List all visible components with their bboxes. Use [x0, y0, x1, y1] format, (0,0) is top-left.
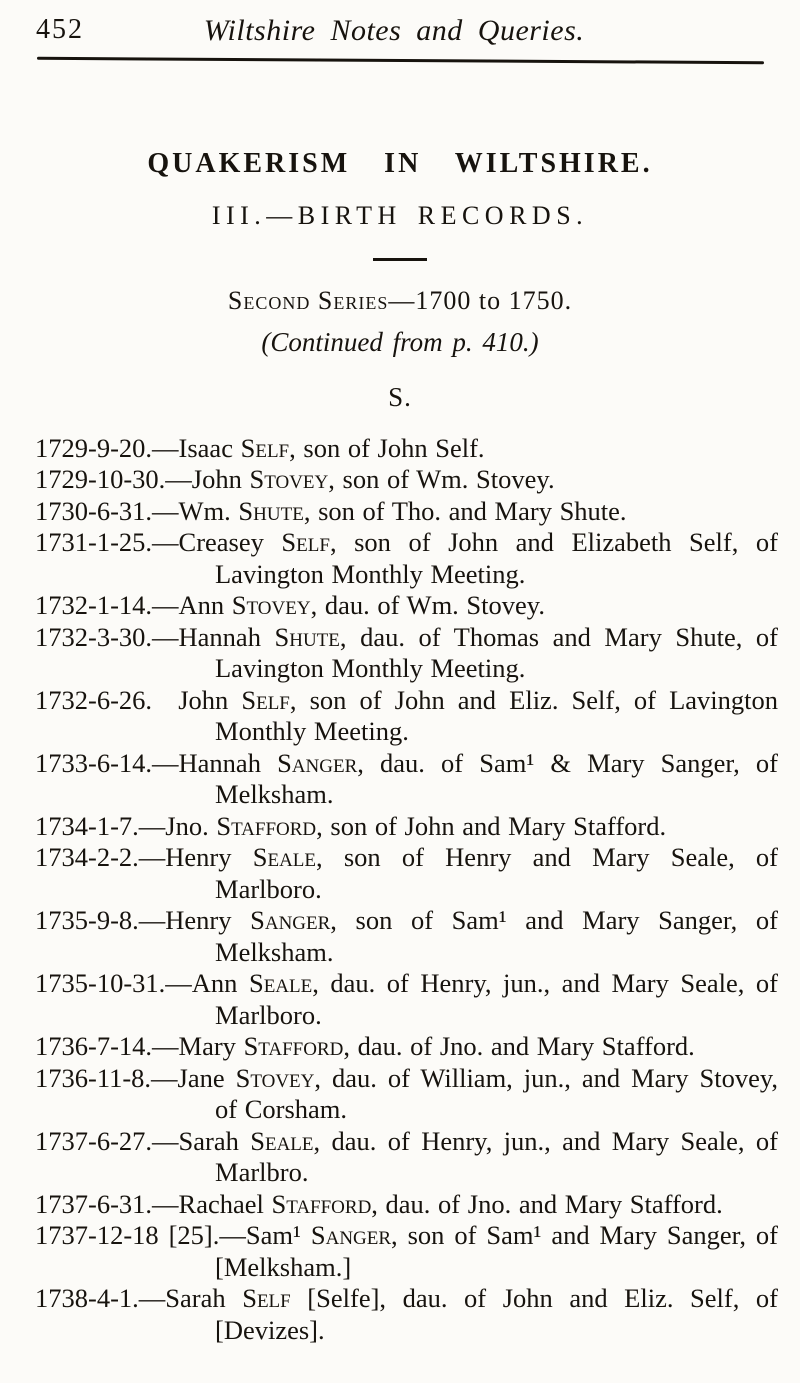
article-title: QUAKERISM IN WILTSHIRE.	[147, 148, 653, 179]
record-surname: Sanger	[250, 905, 331, 935]
record-separator: —	[152, 747, 179, 778]
record-separator: —	[138, 1283, 166, 1313]
records-list	[0, 433, 800, 1347]
record-entry	[35, 622, 778, 685]
record-separator: —	[152, 495, 179, 526]
record-entry	[35, 464, 778, 496]
record-given-name: Rachael	[178, 1188, 272, 1219]
record-separator: —	[152, 590, 179, 620]
record-surname: Seale	[250, 1125, 314, 1156]
record-given-name: Henry	[165, 842, 253, 872]
record-date: 1736-11-8.	[35, 1062, 152, 1093]
record-entry	[35, 1220, 778, 1283]
record-entry	[35, 1063, 778, 1126]
record-date: 1732-6-26.	[35, 684, 153, 715]
record-details: , dau. of Thomas and Mary Shute, of Lavington Monthly Meeting.	[215, 621, 778, 683]
record-separator: —	[152, 432, 179, 463]
record-surname: Sanger	[310, 1220, 392, 1250]
continued-note: (Continued from p. 410.)	[261, 326, 539, 357]
record-separator: —	[165, 968, 192, 998]
record-entry	[35, 1283, 778, 1346]
record-surname: Self	[242, 1283, 291, 1313]
divider-rule	[373, 258, 427, 261]
record-separator: —	[151, 1062, 178, 1093]
record-separator: —	[152, 621, 179, 652]
record-details: , dau. of Henry, jun., and Mary Seale, of Marlboro.	[215, 968, 779, 1030]
record-given-name: Sam¹	[245, 1220, 311, 1250]
record-details: , son of John and Eliz. Self, of Lavington Monthly Meeting.	[215, 684, 778, 746]
record-entry	[35, 590, 778, 622]
record-given-name: John	[178, 684, 242, 715]
record-details: , son of Sam¹ and Mary Sanger, of Melksham.	[215, 905, 778, 967]
record-details: , dau. of Henry, jun., and Mary Seale, of Marlbro.	[215, 1125, 778, 1187]
record-entry	[35, 748, 778, 811]
record-given-name: Jno.	[165, 810, 217, 841]
record-given-name: Ann	[178, 590, 232, 620]
record-entry	[35, 811, 778, 843]
article-subtitle: III.—BIRTH RECORDS.	[211, 201, 589, 230]
record-given-name: Jane	[177, 1062, 236, 1093]
record-date: 1737-6-27.	[35, 1125, 153, 1156]
record-surname: Shute	[238, 495, 304, 526]
record-surname: Stafford	[271, 1188, 372, 1219]
record-surname: Shute	[274, 621, 340, 652]
record-date: 1733-6-14.	[35, 747, 153, 778]
record-date: 1735-9-8.	[35, 905, 139, 935]
record-given-name: Hannah	[178, 747, 278, 778]
record-date: 1734-2-2.	[35, 842, 139, 872]
record-details: , son of John Self.	[289, 432, 485, 463]
page-number: 452	[36, 14, 84, 45]
running-title: Wiltshire Notes and Queries.	[203, 14, 585, 47]
record-details: , son of Sam¹ and Mary Sanger, of [Melksham.]	[215, 1220, 778, 1282]
record-separator: —	[152, 1031, 179, 1061]
record-details: [Selfe], dau. of John and Eliz. Self, of [Devizes].	[215, 1283, 779, 1345]
record-date: 1732-3-30.	[35, 621, 153, 652]
record-date: 1738-4-1.	[35, 1283, 139, 1313]
record-entry	[35, 433, 778, 465]
record-surname: Stafford	[216, 810, 317, 841]
series-name: Second Series	[227, 285, 389, 315]
record-date: 1735-10-31.	[35, 968, 166, 998]
record-date: 1736-7-14.	[35, 1031, 153, 1061]
record-separator: —	[138, 905, 166, 935]
record-date: 1730-6-31.	[35, 495, 153, 526]
record-separator: —	[219, 1220, 246, 1250]
article	[0, 148, 800, 1346]
record-surname: Sanger	[277, 747, 358, 778]
record-given-name: Mary	[178, 1031, 244, 1061]
record-date: 1737-6-31.	[35, 1188, 153, 1219]
record-separator: —	[138, 842, 166, 872]
record-surname: Seale	[248, 968, 313, 998]
record-entry	[35, 968, 778, 1031]
record-entry	[35, 527, 778, 590]
record-given-name: Hannah	[178, 621, 275, 652]
record-given-name: Wm.	[178, 495, 239, 526]
record-surname: Stovey	[235, 1062, 315, 1093]
record-details: , dau. of William, jun., and Mary Stovey, of Corsham.	[215, 1062, 778, 1124]
record-surname: Stafford	[243, 1031, 344, 1061]
record-given-name: Creasey	[178, 527, 282, 557]
record-given-name: Sarah	[178, 1125, 251, 1156]
record-entry	[35, 1189, 778, 1221]
record-given-name: Sarah	[165, 1283, 243, 1313]
record-entry	[35, 496, 778, 528]
record-details: , son of John and Elizabeth Self, of Lavington Monthly Meeting.	[215, 527, 778, 589]
record-date: 1737-12-18 [25].	[35, 1220, 220, 1250]
record-entry	[35, 1031, 778, 1063]
record-entry	[35, 1126, 778, 1189]
record-entry	[35, 905, 778, 968]
record-separator: —	[152, 1125, 179, 1156]
record-surname: Self	[241, 684, 290, 715]
record-details: , dau. of Wm. Stovey.	[310, 590, 545, 620]
record-details: , dau. of Jno. and Mary Stafford.	[343, 1031, 695, 1061]
page-header	[0, 0, 800, 50]
record-given-name: Ann	[191, 968, 249, 998]
series-dates: —1700 to 1750.	[388, 285, 573, 315]
record-separator: —	[165, 464, 192, 494]
record-details: , son of Henry and Mary Seale, of Marlboro.	[215, 842, 779, 904]
record-entry	[35, 842, 778, 905]
record-date: 1731-1-25.	[35, 527, 153, 557]
record-separator: —	[138, 810, 166, 841]
record-given-name: Henry	[165, 905, 251, 935]
record-date: 1732-1-14.	[35, 590, 153, 620]
record-entry	[35, 685, 778, 748]
record-given-name: John	[191, 464, 250, 494]
record-separator	[152, 685, 178, 715]
record-separator: —	[152, 1188, 179, 1219]
record-details: , son of John and Mary Stafford.	[316, 810, 667, 841]
record-given-name: Isaac	[178, 432, 241, 463]
record-date: 1729-9-20.	[35, 432, 153, 463]
record-date: 1729-10-30.	[35, 464, 166, 494]
record-surname: Seale	[252, 842, 317, 872]
record-surname: Self	[281, 527, 330, 557]
record-surname: Stovey	[231, 590, 311, 620]
record-surname: Stovey	[249, 464, 329, 494]
record-separator: —	[152, 527, 179, 557]
series-line	[0, 286, 800, 316]
record-details: , son of Wm. Stovey.	[328, 464, 555, 494]
record-details: , dau. of Sam¹ & Mary Sanger, of Melksham.	[215, 747, 778, 809]
record-surname: Self	[240, 432, 290, 463]
record-date: 1734-1-7.	[35, 810, 139, 841]
record-details: , dau. of Jno. and Mary Stafford.	[371, 1188, 723, 1219]
section-letter: S.	[388, 381, 412, 412]
record-details: , son of Tho. and Mary Shute.	[303, 495, 627, 526]
header-rule	[37, 57, 764, 64]
